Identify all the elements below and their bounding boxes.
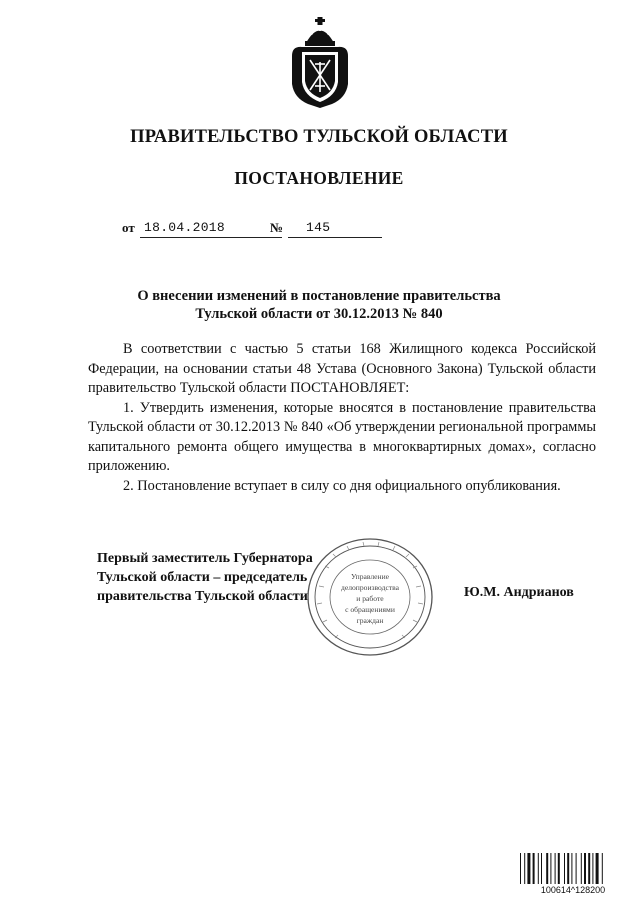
date-label: от <box>122 220 135 235</box>
barcode-bar <box>533 853 535 884</box>
stamp-text-line: Управление <box>350 572 390 581</box>
stamp-text-line: делопроизводства <box>340 583 400 592</box>
body-paragraph: 2. Постановление вступает в силу со дня официального опубликования. <box>123 477 561 494</box>
stamp-text-line: и работе <box>356 594 384 603</box>
barcode-bar <box>584 853 586 884</box>
stamp-text-line: с обращениями <box>345 605 395 614</box>
barcode-bar <box>581 853 582 884</box>
document-subject <box>0 287 638 323</box>
signer-position-line: Тульской области – председатель <box>97 570 308 585</box>
signer-position <box>97 549 337 606</box>
document-body <box>88 340 596 496</box>
subject-line: О внесении изменений в постановление правительства <box>137 288 501 304</box>
body-paragraph: 1. Утвердить изменения, которые вносятся в постановление правительства Тульской области от 30.12.2013 № 840 «Об утверждении региональной программы капитального ремонта общего имущества в многоквартирных домах», согласно приложению. <box>88 399 596 474</box>
organization-title: ПРАВИТЕЛЬСТВО ТУЛЬСКОЙ ОБЛАСТИ <box>130 127 508 147</box>
document-type-heading: ПОСТАНОВЛЕНИЕ <box>234 168 404 188</box>
barcode-bar <box>546 853 548 884</box>
coat-of-arms-emblem <box>288 16 352 108</box>
barcode-bar <box>558 853 560 884</box>
barcode-number: 100614^128200 <box>540 885 606 895</box>
subject-line: Тульской области от 30.12.2013 № 840 <box>195 306 443 322</box>
signer-name: Ю.М. Андрианов <box>464 585 574 600</box>
barcode-bar <box>571 853 572 884</box>
date-value: 18.04.2018 <box>144 220 226 235</box>
barcode-bar <box>596 853 599 884</box>
barcode-bar <box>588 853 590 884</box>
barcode-icon <box>519 853 627 895</box>
body-paragraph: В соответствии с частью 5 статьи 168 Жилищного кодекса Российской Федерации, на основании статьи 48 Устава (Основного Закона) Тульской области правительство Тульской области ПОСТАНОВЛЯЕТ: <box>88 341 596 396</box>
official-stamp <box>305 536 435 658</box>
barcode-bar <box>520 853 521 884</box>
barcode-bar <box>538 853 539 884</box>
stamp-text-line: граждан <box>356 616 384 625</box>
barcode-bar <box>550 853 551 884</box>
barcode-bar <box>576 853 577 884</box>
barcode-bar <box>592 853 593 884</box>
number-field-underline <box>288 219 382 238</box>
crown-icon <box>305 17 335 46</box>
signer-position-line: Первый заместитель Губернатора <box>97 551 313 566</box>
number-label: № <box>270 220 284 235</box>
barcode-bar <box>567 853 569 884</box>
number-value: 145 <box>306 220 331 235</box>
barcode-bar <box>602 853 603 884</box>
signer-position-line: правительства Тульской области <box>97 589 308 604</box>
barcode-bar <box>527 853 530 884</box>
barcode-bar <box>541 853 542 884</box>
barcode-bar <box>564 853 565 884</box>
barcode-bar <box>524 853 525 884</box>
barcode-bar <box>555 853 556 884</box>
